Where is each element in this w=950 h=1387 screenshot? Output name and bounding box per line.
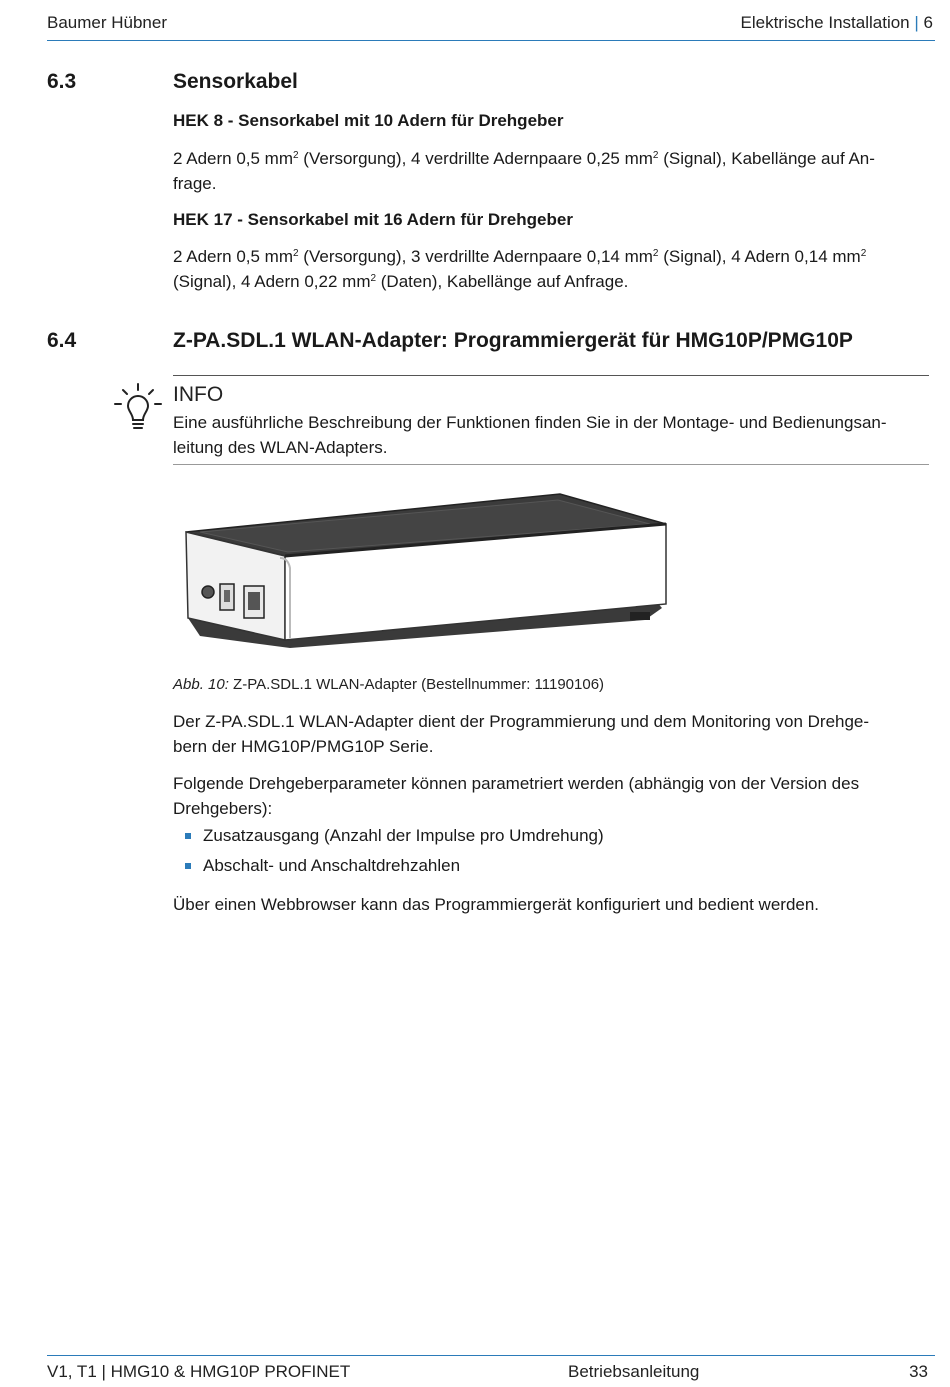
caption-text: Z-PA.SDL.1 WLAN-Adapter (Bestellnummer: 11190106) [228,676,605,693]
footer-left: V1, T1 | HMG10 & HMG10P PROFINET [47,1362,351,1381]
page-number: 33 [909,1362,928,1381]
hek8-description: 2 Adern 0,5 $mm^2$ (Versorgung), 4 verdrillte Adernpaare 0,25 $mm^2$ (Signal), Kabellänge auf An- frage. [173,149,875,193]
header-separator: | [914,13,919,32]
list-item: Abschalt- und Anschaltdrehzahlen [203,856,461,875]
figure-caption [173,676,604,693]
section-title-wlan-adapter: Z-PA.SDL.1 WLAN-Adapter: Programmiergerät für HMG10P/PMG10P [173,329,853,352]
section-number-6-3: 6.3 [47,70,77,93]
header-chapter: 6 [923,13,933,32]
hek17-description: 2 Adern 0,5 $mm^2$ (Versorgung), 3 verdrillte Adernpaare 0,14 $mm^2$ (Signal), 4 Adern 0,14 $mm^2$ (Signal), 4 Adern 0,22 $mm^2$ (Daten), Kabellänge auf Anfrage. [173,247,867,291]
info-top-rule [173,375,929,376]
bullet-marker [185,863,191,869]
paragraph-webbrowser: Über einen Webbrowser kann das Programmiergerät konfiguriert und bedient werden. [173,895,820,914]
lightbulb-icon [113,382,163,437]
section-number-6-4: 6.4 [47,329,77,352]
bullet-marker [185,833,191,839]
header-rule [47,40,935,41]
paragraph-purpose: Der Z-PA.SDL.1 WLAN-Adapter dient der Programmierung und dem Monitoring von Drehge- bern der HMG10P/PMG10P Serie. [173,712,870,756]
header-section-title: Elektrische Installation [740,13,910,32]
caption-label: Abb. 10: [173,676,229,693]
info-text: Eine ausführliche Beschreibung der Funktionen finden Sie in der Montage- und Bedienungsan- leitung des WLAN-Adapters. [173,413,887,457]
header-left: Baumer Hübner [47,13,168,32]
wlan-adapter-illustration [180,488,675,668]
info-title: INFO [173,383,224,406]
header-right [741,13,934,33]
hek8-title: HEK 8 - Sensorkabel mit 10 Adern für Drehgeber [173,111,564,130]
list-item: Zusatzausgang (Anzahl der Impulse pro Umdrehung) [203,826,604,845]
hek17-title: HEK 17 - Sensorkabel mit 16 Adern für Drehgeber [173,210,573,229]
footer-rule [47,1355,935,1356]
section-title-sensorkabel: Sensorkabel [173,70,298,93]
footer-center: Betriebsanleitung [568,1362,700,1381]
info-bottom-rule [173,464,929,465]
paragraph-parameters: Folgende Drehgeberparameter können parametriert werden (abhängig von der Version des Drehgebers): [173,774,860,818]
